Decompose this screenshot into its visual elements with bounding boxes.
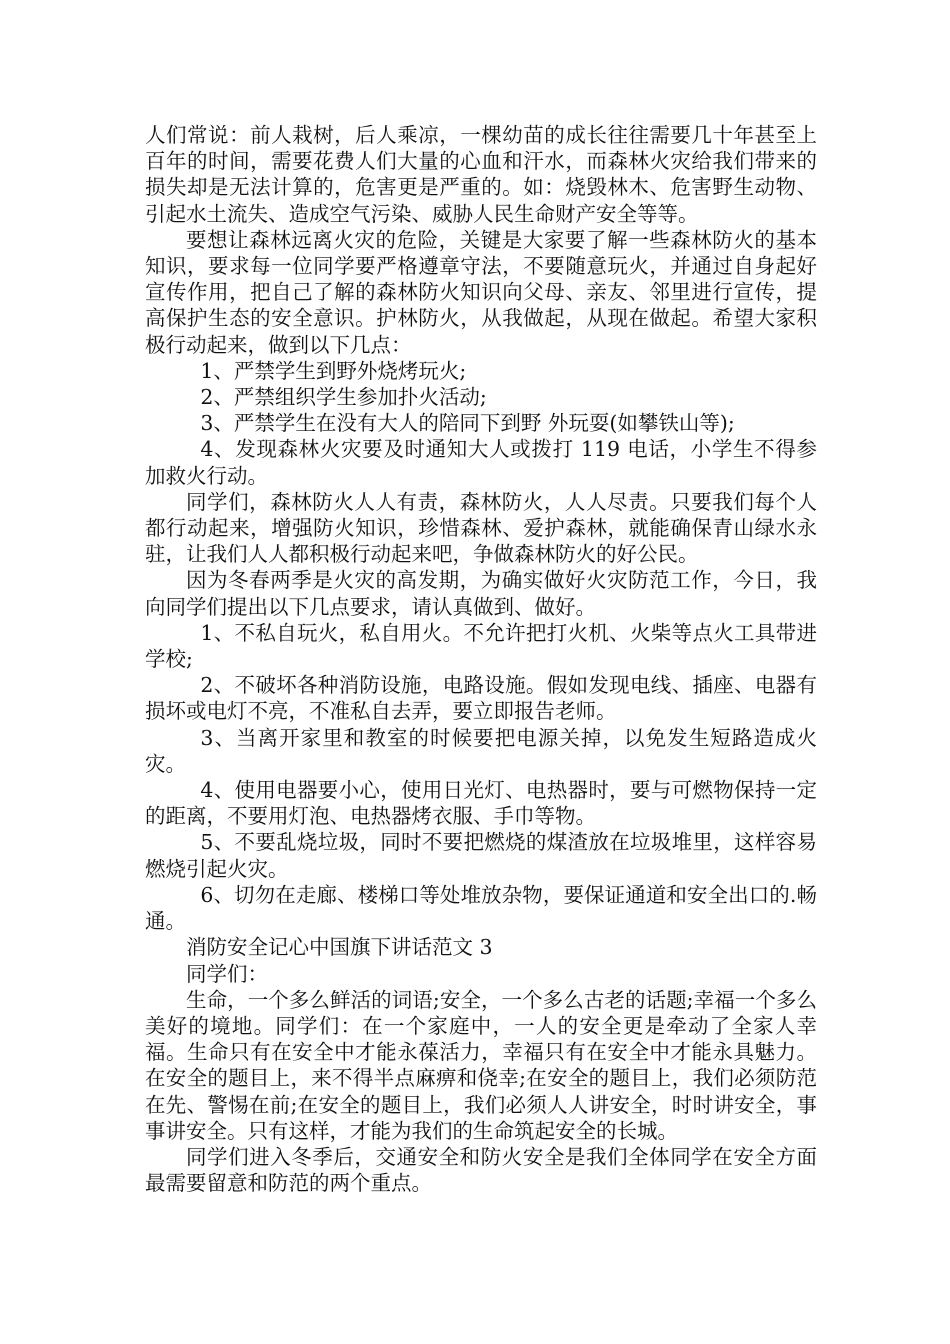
paragraph-responsibility: 同学们，森林防火人人有责，森林防火，人人尽责。只要我们每个人都行动起来，增强防火知识，珍惜森林、爱护森林，就能确保青山绿水永驻，让我们人人都积极行动起来吧，争做森林防火的好公民。 (145, 489, 817, 567)
paragraph-intro: 人们常说：前人栽树，后人乘凉，一棵幼苗的成长往往需要几十年甚至上百年的时间，需要花费人们大量的心血和汗水，而森林火灾给我们带来的损失却是无法计算的，危害更是严重的。如：烧毁林木、危害野生动物、引起水土流失、造成空气污染、威胁人民生命财产安全等等。 (145, 123, 817, 226)
list-item: 2、严禁组织学生参加扑火活动; (200, 385, 487, 410)
salutation: 同学们： (186, 961, 268, 986)
document-body (145, 122, 817, 1196)
list-item: 3、严禁学生在没有大人的陪同下到野 外玩耍(如攀铁山等); (200, 411, 735, 436)
paragraph-winter: 同学们进入冬季后，交通安全和防火安全是我们全体同学在安全方面最需要留意和防范的两个重点。 (145, 1144, 817, 1196)
list-item: 1、严禁学生到野外烧烤玩火; (200, 358, 467, 383)
paragraph-requirements: 因为冬春两季是火灾的高发期，为确实做好火灾防范工作，今日，我向同学们提出以下几点要求，请认真做到、做好。 (145, 568, 817, 619)
list-item: 6、切勿在走廊、楼梯口等处堆放杂物，要保证通道和安全出口的.畅通。 (145, 882, 817, 934)
list-item: 3、当离开家里和教室的时候要把电源关掉，以免发生短路造成火灾。 (145, 725, 817, 776)
paragraph-safety: 生命，一个多么鲜活的词语;安全，一个多么古老的话题;幸福一个多么美好的境地。同学们：在一个家庭中，一人的安全更是牵动了全家人幸福。生命只有在安全中才能永葆活力，幸福只有在安全中才能永具魅力。在安全的题目上，来不得半点麻痹和侥幸;在安全的题目上，我们必须防范在先、警惕在前;在安全的题目上，我们必须人人讲安全，时时讲安全，事事讲安全。只有这样，才能为我们的生命筑起安全的长城。 (145, 987, 817, 1143)
list-item: 2、不破坏各种消防设施，电路设施。假如发现电线、插座、电器有损坏或电灯不亮，不准私自去弄，要立即报告老师。 (145, 673, 817, 724)
list-item: 4、发现森林火灾要及时通知大人或拨打 119 电话，小学生不得参加救火行动。 (145, 437, 817, 488)
list-item: 1、不私自玩火，私自用火。不允许把打火机、火柴等点火工具带进学校; (145, 620, 817, 672)
list-item: 5、不要乱烧垃圾，同时不要把燃烧的煤渣放在垃圾堆里，这样容易燃烧引起火灾。 (145, 830, 817, 881)
paragraph-fire-prevention: 要想让森林远离火灾的危险，关键是大家要了解一些森林防火的基本知识，要求每一位同学要严格遵章守法，不要随意玩火，并通过自身起好宣传作用，把自己了解的森林防火知识向父母、亲友、邻里进行宣传，提高保护生态的安全意识。护林防火，从我做起，从现在做起。希望大家积极行动起来，做到以下几点： (145, 227, 817, 357)
list-item: 4、使用电器要小心，使用日光灯、电热器时，要与可燃物保持一定的距离，不要用灯泡、电热器烤衣服、手巾等物。 (145, 778, 817, 829)
section-title: 消防安全记心中国旗下讲话范文 3 (186, 935, 493, 960)
